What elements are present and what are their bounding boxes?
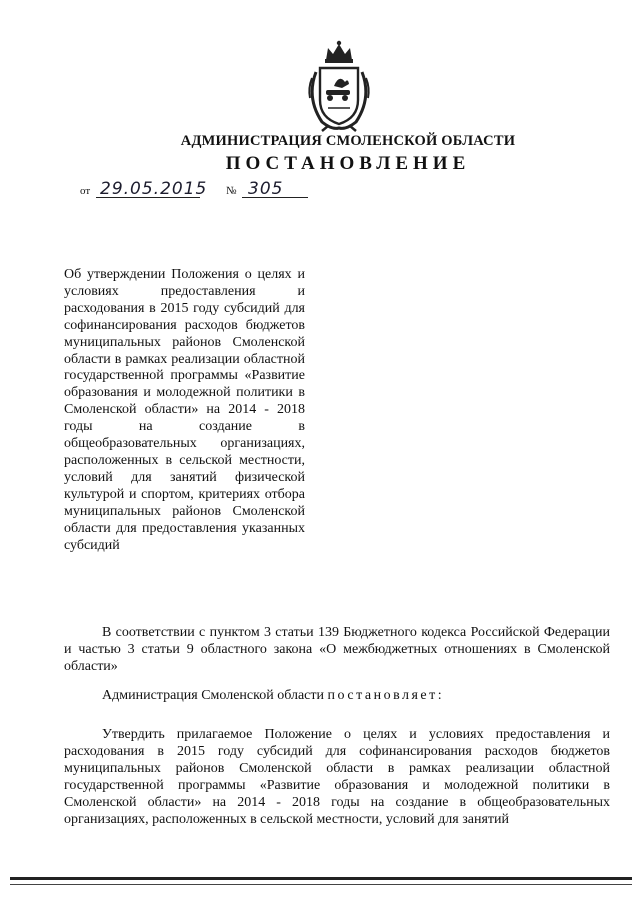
date-number-line	[80, 180, 310, 202]
coat-of-arms-emblem	[298, 38, 380, 132]
agency-name: АДМИНИСТРАЦИЯ СМОЛЕНСКОЙ ОБЛАСТИ	[180, 133, 516, 149]
document-subject: Об утверждении Положения о целях и условиях предоставления и расходования в 2015 году субсидий для софинансирования расходов бюджетов муниципальных районов Смоленской области в рамках реализации областной государственной программы «Развитие образования и молодежной политики в Смоленской области» на 2014 - 2018 годы на создание в общеобразовательных организациях, расположенных в сельской местности, условий для занятий физической культурой и спортом, критериях отбора муниципальных районов Смоленской области для предоставления указанных субсидий	[64, 267, 305, 553]
date-prefix-label: от	[80, 185, 91, 197]
decree-subject: Администрация Смоленской области	[102, 688, 328, 703]
bottom-rule	[10, 877, 632, 880]
decree-paragraph	[64, 688, 610, 705]
document-date: 29.05.2015	[100, 179, 208, 199]
document-type: ПОСТАНОВЛЕНИЕ	[225, 153, 471, 174]
document-number: 305	[248, 179, 284, 199]
basis-paragraph: В соответствии с пунктом 3 статьи 139 Бюджетного кодекса Российской Федерации и частью 3 статьи 9 областного закона «О межбюджетных отношениях в Смоленской области»	[64, 625, 610, 674]
decree-verb: постановляет:	[327, 688, 445, 703]
number-label: №	[226, 185, 237, 197]
bottom-rule-thin	[10, 884, 632, 885]
item-paragraph: Утвердить прилагаемое Положение о целях и условиях предоставления и расходования в 2015 году субсидий для софинансирования расходов бюджетов муниципальных районов Смоленской области в рамках реализации областной государственной программы «Развитие образования и молодежной политики в Смоленской области» на 2014 - 2018 годы на создание в общеобразовательных организациях, расположенных в сельской местности, условий для занятий	[64, 727, 610, 827]
